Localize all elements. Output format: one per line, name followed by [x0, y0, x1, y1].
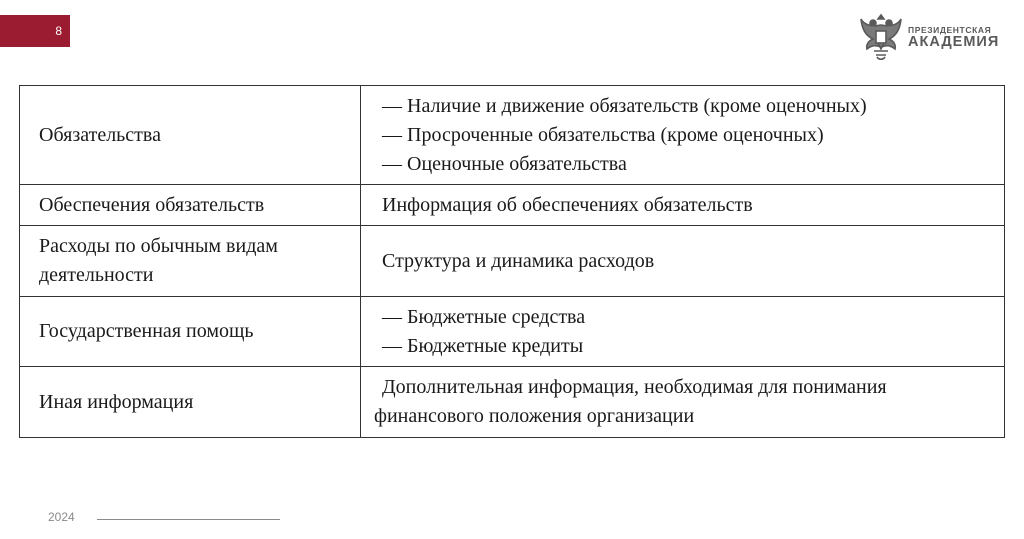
footer-divider	[97, 519, 280, 520]
academy-logo	[858, 8, 998, 66]
content-line: Дополнительная информация, необходимая для понимания	[382, 376, 887, 398]
row-label: Иная информация	[20, 367, 361, 438]
row-content	[361, 367, 1005, 438]
content-line: — Бюджетные кредиты	[382, 334, 584, 357]
row-content	[361, 86, 1005, 185]
table-row	[20, 86, 1005, 185]
page-number-badge	[0, 15, 70, 47]
page-number: 8	[55, 24, 62, 38]
table-row	[20, 367, 1005, 438]
table-row	[20, 226, 1005, 297]
content-line: финансового положения организации	[374, 405, 695, 427]
row-content	[361, 185, 1005, 226]
content-line: — Просроченные обязательства (кроме оценочных)	[382, 123, 824, 146]
disclosure-table	[19, 85, 1005, 438]
row-label: Обеспечения обязательств	[20, 185, 361, 226]
footer-year: 2024	[48, 510, 75, 524]
table-row	[20, 297, 1005, 367]
row-label: Расходы по обычным видам деятельности	[20, 226, 361, 297]
logo-text	[908, 25, 999, 50]
row-content	[361, 226, 1005, 297]
content-line: — Бюджетные средства	[382, 305, 586, 328]
logo-line2: АКАДЕМИЯ	[908, 33, 1000, 50]
row-label: Обязательства	[20, 86, 361, 185]
logo-line1: ПРЕЗИДЕНТСКАЯ	[908, 24, 992, 35]
content-line: — Наличие и движение обязательств (кроме оценочных)	[382, 94, 867, 117]
content-line: Информация об обеспечениях обязательств	[382, 193, 753, 216]
table-row	[20, 185, 1005, 226]
content-line: — Оценочные обязательства	[382, 152, 627, 175]
row-content	[361, 297, 1005, 367]
double-headed-eagle-emblem-icon	[858, 9, 904, 65]
content-line: Структура и динамика расходов	[382, 249, 655, 272]
row-label: Государственная помощь	[20, 297, 361, 367]
